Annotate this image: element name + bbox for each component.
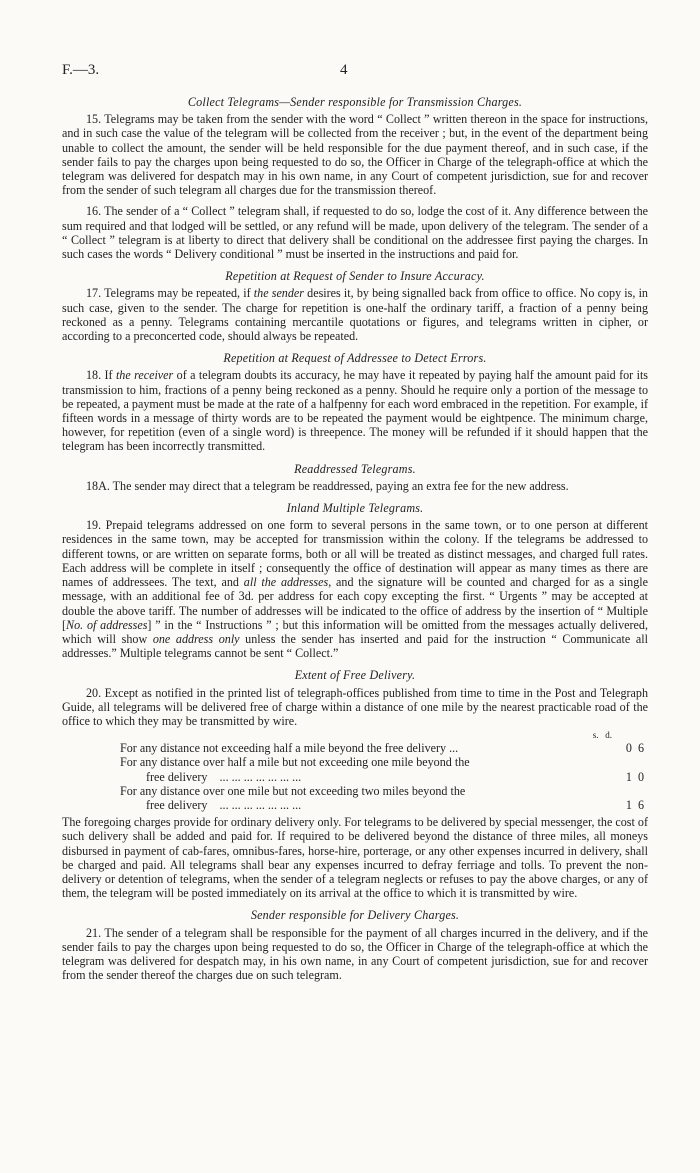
paragraph-20-continued: The foregoing charges provide for ordinary delivery only. For telegrams to be delivered by special messenger, the cost of such delivery shall be added and paid for. If required to be delivered beyond the distance of three miles, all moneys disbursed in payment of cab-fares, omnibus-fares, horse-hire, porterage, or any other expenses incurred in delivery, shall be charged and paid. All telegrams shall bear any expenses incurred to defray ferriage and tolls. To prevent the non-delivery or detention of telegrams, when the sender of a telegram neglects or refuses to pay the above charges, or any of them, the telegram will be posted immediately on its arrival at the office to which it is transmitted by wire. [62,815,648,901]
paragraph-17: 17. Telegrams may be repeated, if the sender desires it, by being signalled back from office to office. No copy is, in such case, given to the sender. The charge for repetition is one-half the ordinary tariff, a fraction of a penny being reckoned as a penny. Telegrams containing mercantile quotations or figures, and telegrams written in cipher, or according to a preconcerted code, should always be repeated. [62,286,648,344]
section-repetition-addressee [62,351,648,453]
section-free-delivery [62,668,648,900]
section-collect-telegrams [62,95,648,261]
paragraph-18: 18. If the receiver of a telegram doubts its accuracy, he may have it repeated by paying half the amount paid for its transmission to him, fractions of a penny being reckoned as a penny. Should he require only a portion of the message to be repeated, a payment must be made at the rate of a halfpenny for each word embraced in the repetition. For example, if fifteen words in a message of thirty words are to be repeated the payment would be eightpence. The minimum charge, however, for repetition (even of a single word) is threepence. The money will be refunded if it should happen that the telegram has been incorrectly transmitted. [62,368,649,454]
section-heading: Sender responsible for Delivery Charges. [250,908,460,923]
section-heading: Extent of Free Delivery. [294,668,416,683]
paragraph-18a: 18A. The sender may direct that a telegram be readdressed, paying an extra fee for the new address. [86,478,569,493]
section-multiple-telegrams [62,501,648,660]
rate-row: For any distance not exceeding half a mile beyond the free delivery ... 0 6 [120,741,644,756]
paragraph-15: 15. Telegrams may be taken from the sender with the word “ Collect ” written thereon in the space for instructions, and in such case the value of the telegram will be collected from the receiver ; but, in the event of the department being unable to collect the amount, the sender will be held responsible for the due payment thereof, and in such case, if the sender fails to pay the charges upon being requested to do so, the Officer in Charge of the telegraph-office at which the telegram was delivered for despatch may in his own name, in any Court of competent jurisdiction, sue for and recover from the sender of such telegram all charges due for the transmission thereof. [62,112,648,198]
section-repetition-sender [62,269,648,343]
document-reference: F.—3. [62,62,100,78]
rates-column-header: s. d. [592,730,612,741]
section-heading: Collect Telegrams—Sender responsible for Transmission Charges. [187,95,523,109]
rate-row: For any distance over half a mile but not exceeding one mile beyond the free delivery ... ... ... ... ... ... ... 1 0 [120,755,644,784]
section-heading: Repetition at Request of Sender to Insure Accuracy. [225,269,485,284]
delivery-rates-table [62,730,648,812]
section-heading: Readdressed Telegrams. [294,461,416,476]
paragraph-21: 21. The sender of a telegram shall be responsible for the payment of all charges incurred in the delivery, and if the sender fails to pay the charges upon being requested to do so, the Officer in Charge of the telegraph-office at which the telegram was delivered for despatch may, in his own name, in any Court of competent jurisdiction, sue for and recover from the sender thereof the charges due on such telegram. [62,925,648,983]
paragraph-20: 20. Except as notified in the printed list of telegraph-offices published from time to time in the Post and Telegraph Guide, all telegrams will be delivered free of charge within a distance of one mile by the nearest practicable road of the office to which they may be transmitted by wire. [62,685,648,728]
paragraph-16: 16. The sender of a “ Collect ” telegram shall, if requested to do so, lodge the cost of it. Any difference between the sum required and that lodged will be settled, or any refund will be made, upon delivery of the telegram. The sender of a “ Collect ” telegram is at liberty to direct that delivery shall be conditional on the addressee first paying the charges. In such cases the words “ Delivery conditional ” must be inserted in the instructions and paid for. [62,204,648,262]
section-delivery-charges [62,908,648,982]
page-number: 4 [340,62,348,78]
page-body [62,95,648,990]
rate-row: For any distance over one mile but not exceeding two miles beyond the free delivery ... ... ... ... ... ... ... 1 6 [120,783,644,812]
paragraph-19: 19. Prepaid telegrams addressed on one form to several persons in the same town, or to one person at different residences in the same town, may be accepted for transmission within the colony. If the telegrams be addressed to different towns, or are written on separate forms, both or all will be treated as distinct messages, and charged full rates. Each address will be complete in itself ; consequently the office of destination will appear as many times as there are names of addressees. The text, and all the addresses, and the signature will be counted and charged for as a single message, with an additional fee of 3d. per address for each copy excepting the first. “ Urgents ” may be accepted at double the above tariff. The number of addresses will be indicated to the office of address by the insertion of “ Multiple [No. of addresses] ” in the “ Instructions ” ; but this information will be omitted from the messages actually delivered, which will show one address only unless the sender has inserted and paid for the instruction “ Communicate all addresses.” Multiple telegrams cannot be sent “ Collect.” [62,518,648,661]
section-readdressed [62,462,648,493]
section-heading: Repetition at Request of Addressee to Detect Errors. [223,351,487,366]
page-header [62,62,648,80]
section-heading: Inland Multiple Telegrams. [286,501,424,516]
